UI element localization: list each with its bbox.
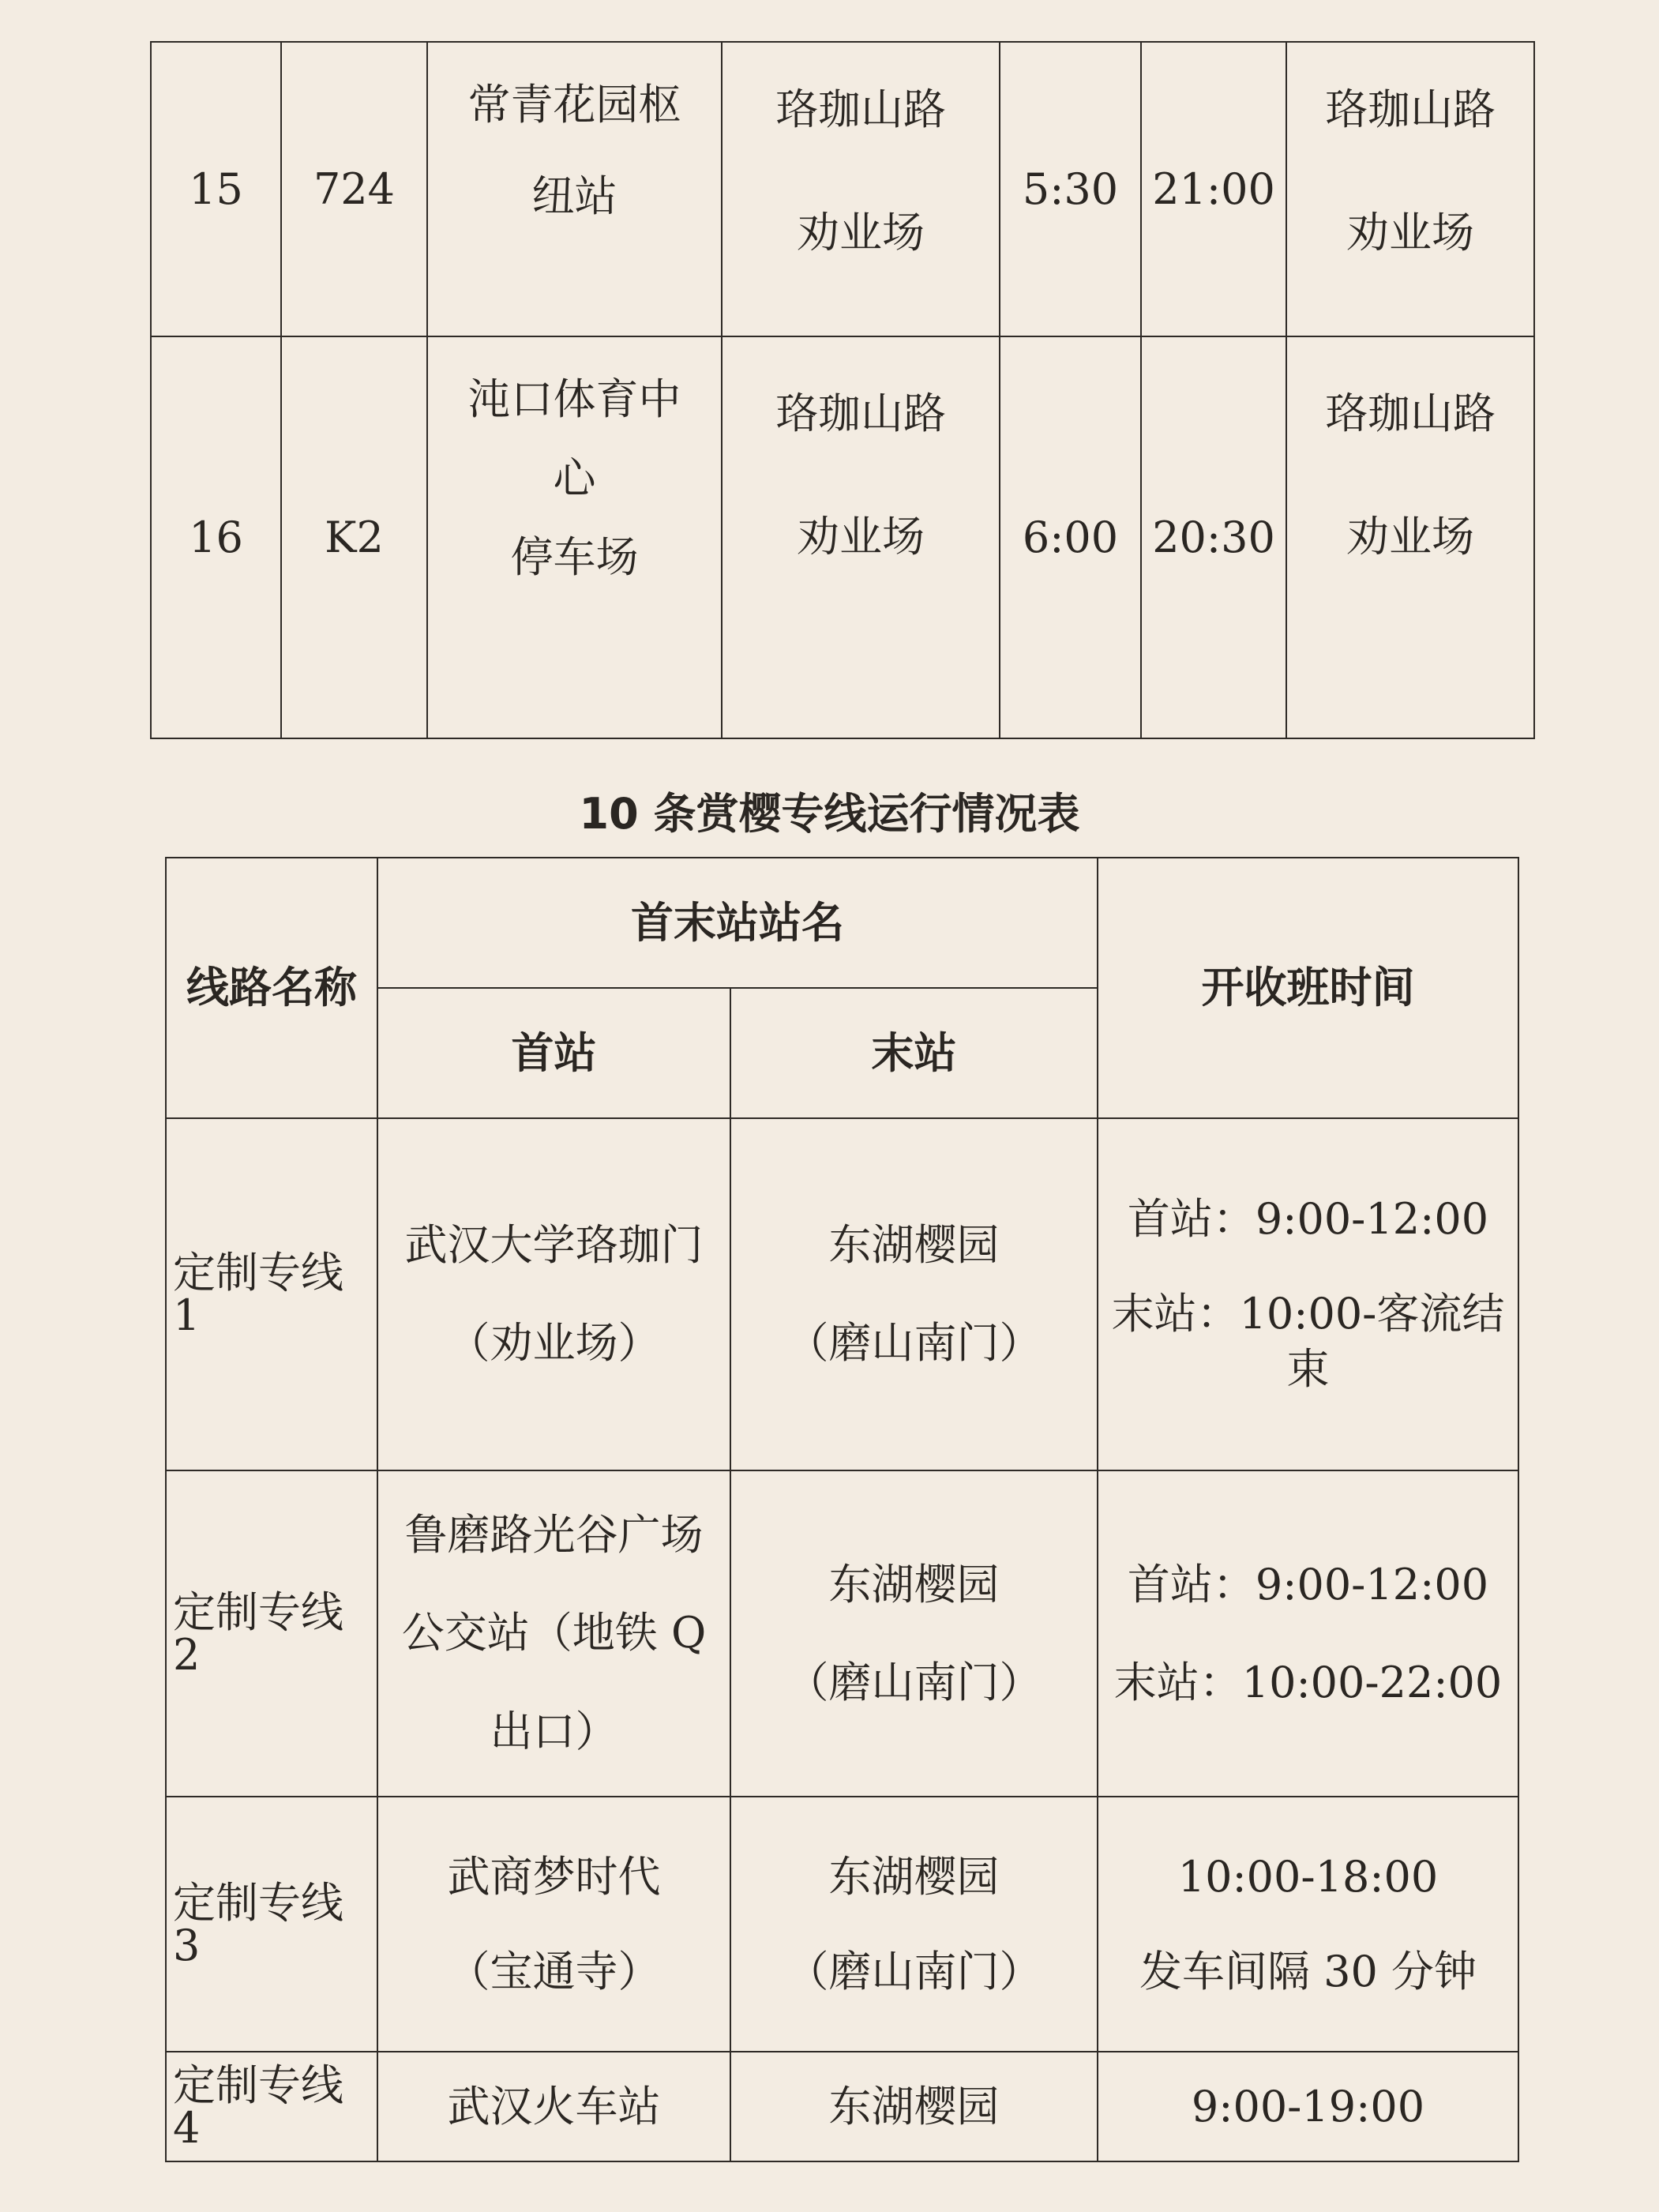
- cherry-blossom-lines-table: [165, 857, 1519, 2162]
- last-station: [730, 1118, 1098, 1470]
- last-station-line: 东湖樱园: [828, 1220, 1000, 1270]
- table-row: [151, 336, 1534, 738]
- first-station-line: （宝通寺）: [447, 1946, 661, 1996]
- table-row: [166, 1470, 1518, 1797]
- hours-line: 首站：9:00-12:00: [1127, 1193, 1489, 1244]
- first-bus-time: 6:00: [1000, 336, 1141, 738]
- start-station: [427, 336, 722, 738]
- header-stations-group: 首末站站名: [377, 858, 1098, 988]
- first-station: [377, 1470, 730, 1797]
- first-station: [377, 1118, 730, 1470]
- end-station-line: 珞珈山路: [775, 389, 946, 438]
- operating-hours: 9:00-19:00: [1098, 2052, 1518, 2161]
- last-station-line: （磨山南门）: [786, 1946, 1042, 1996]
- end-station: [722, 336, 1000, 738]
- start-station-line: 沌口体育中: [467, 374, 681, 424]
- row-number: 16: [151, 336, 281, 738]
- start-station-line: 停车场: [510, 532, 639, 582]
- line-name: 定制专线 1: [166, 1118, 377, 1470]
- last-station-line: 东湖樱园: [828, 1559, 1000, 1609]
- start-station: [427, 42, 722, 336]
- header-line-name: 线路名称: [166, 858, 377, 1118]
- return-station-line: 珞珈山路: [1325, 84, 1496, 134]
- last-station-line: （磨山南门）: [786, 1657, 1042, 1707]
- first-station-line: 鲁磨路光谷广场公交站（地铁 Q 出口）: [401, 1510, 707, 1756]
- hours-line: 发车间隔 30 分钟: [1139, 1946, 1477, 1996]
- end-station-line: 劝业场: [797, 512, 925, 561]
- return-station-line: 珞珈山路: [1325, 389, 1496, 438]
- first-station: [377, 1797, 730, 2052]
- route-number: K2: [281, 336, 427, 738]
- line-name: 定制专线 2: [166, 1470, 377, 1797]
- first-station: 武汉火车站: [377, 2052, 730, 2161]
- start-station-line: 常青花园枢: [467, 80, 681, 130]
- table-row: [151, 42, 1534, 336]
- last-bus-time: 20:30: [1141, 336, 1286, 738]
- start-station-line: 心: [553, 453, 596, 503]
- header-last-station: 末站: [730, 988, 1098, 1118]
- route-number: 724: [281, 42, 427, 336]
- last-bus-time: 21:00: [1141, 42, 1286, 336]
- header-first-station: 首站: [377, 988, 730, 1118]
- last-station-line: 东湖樱园: [828, 1851, 1000, 1902]
- return-station-line: 劝业场: [1346, 512, 1474, 561]
- end-station: [722, 42, 1000, 336]
- return-station-line: 劝业场: [1346, 208, 1474, 257]
- return-station: [1286, 42, 1534, 336]
- first-station-line: （劝业场）: [447, 1318, 661, 1368]
- return-station: [1286, 336, 1534, 738]
- end-station-line: 劝业场: [797, 208, 925, 257]
- header-hours: 开收班时间: [1098, 858, 1518, 1118]
- end-station-line: 珞珈山路: [775, 84, 946, 134]
- hours-line: 首站：9:00-12:00: [1127, 1559, 1489, 1609]
- table-title: 10 条赏樱专线运行情况表: [579, 789, 1080, 839]
- last-station: [730, 1470, 1098, 1797]
- start-station-line: 纽站: [531, 171, 617, 221]
- last-station-line: （磨山南门）: [786, 1318, 1042, 1368]
- line-name: 定制专线 4: [166, 2052, 377, 2161]
- hours-line: 末站：10:00-客流结束: [1111, 1288, 1505, 1395]
- first-bus-time: 5:30: [1000, 42, 1141, 336]
- operating-hours: [1098, 1470, 1518, 1797]
- table-row: [166, 1118, 1518, 1470]
- first-station-line: 武商梦时代: [447, 1851, 661, 1902]
- row-number: 15: [151, 42, 281, 336]
- last-station: [730, 1797, 1098, 2052]
- operating-hours: [1098, 1118, 1518, 1470]
- hours-line: 10:00-18:00: [1177, 1851, 1439, 1902]
- header-row: [166, 858, 1518, 988]
- last-station: 东湖樱园: [730, 2052, 1098, 2161]
- table-row: [166, 2052, 1518, 2161]
- line-name: 定制专线 3: [166, 1797, 377, 2052]
- operating-hours: [1098, 1797, 1518, 2052]
- first-station-line: 武汉大学珞珈门: [404, 1220, 704, 1270]
- hours-line: 末站：10:00-22:00: [1113, 1657, 1503, 1707]
- bus-routes-table: [150, 41, 1535, 739]
- table-row: [166, 1797, 1518, 2052]
